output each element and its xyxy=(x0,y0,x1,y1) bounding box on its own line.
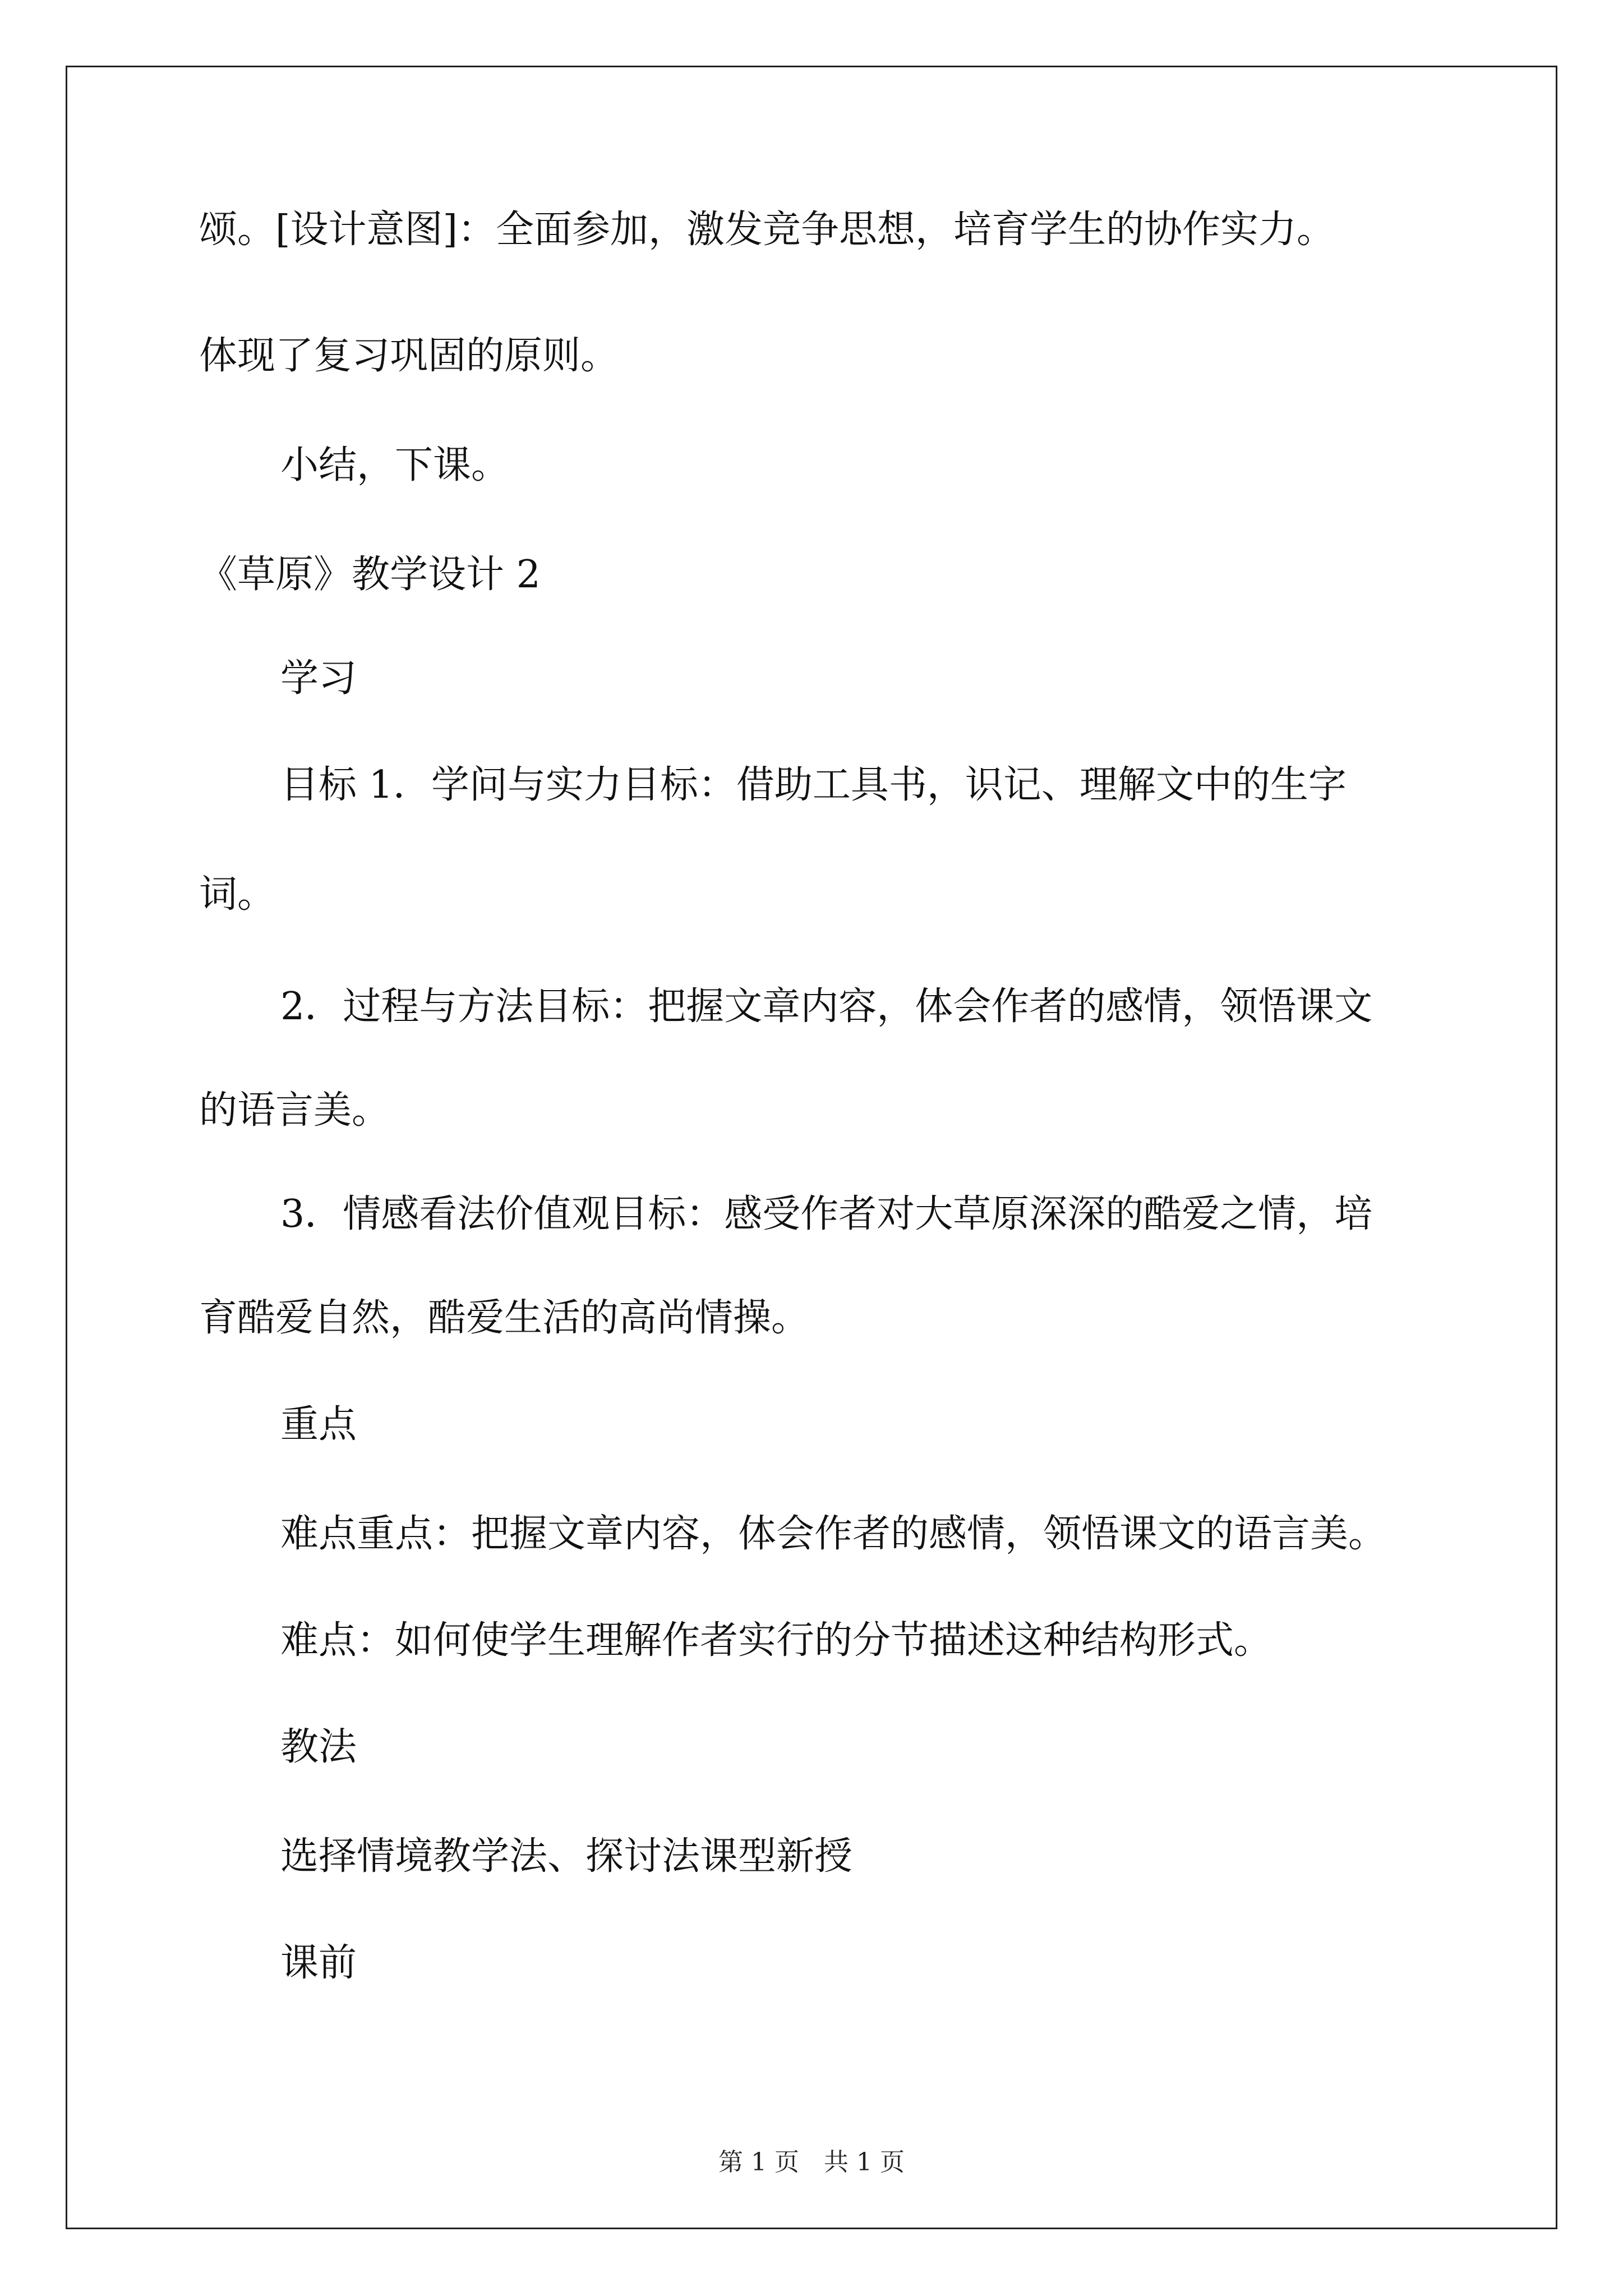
text-line-9: 的语言美。 xyxy=(199,1088,390,1133)
text-line-3: 小结，下课。 xyxy=(280,443,510,487)
text-line-8: 2．过程与方法目标：把握文章内容，体会作者的感情，领悟课文 xyxy=(280,984,1373,1029)
page-border xyxy=(66,66,1557,2229)
text-line-10: 3．情感看法价值观目标：感受作者对大草原深深的酷爱之情，培 xyxy=(280,1192,1373,1236)
text-line-16: 选择情境教学法、探讨法课型新授 xyxy=(280,1834,853,1879)
text-line-15: 教法 xyxy=(280,1725,357,1769)
text-line-1: 颂。[设计意图]：全面参加，激发竞争思想，培育学生的协作实力。 xyxy=(199,208,1335,252)
text-line-5: 学习 xyxy=(280,656,357,701)
page-footer: 第 1 页 共 1 页 xyxy=(718,2148,905,2177)
text-line-11: 育酷爱自然，酷爱生活的高尚情操。 xyxy=(199,1296,810,1340)
section-title: 《草原》教学设计 2 xyxy=(199,553,541,597)
text-line-6: 目标 1．学问与实力目标：借助工具书，识记、理解文中的生字 xyxy=(280,763,1347,807)
text-line-14: 难点：如何使学生理解作者实行的分节描述这种结构形式。 xyxy=(280,1618,1272,1663)
text-line-13: 难点重点：把握文章内容，体会作者的感情，领悟课文的语言美。 xyxy=(280,1512,1387,1556)
text-line-2: 体现了复习巩固的原则。 xyxy=(199,334,619,378)
text-line-17: 课前 xyxy=(280,1941,357,1985)
text-line-12: 重点 xyxy=(280,1402,357,1447)
text-line-7: 词。 xyxy=(199,872,276,917)
